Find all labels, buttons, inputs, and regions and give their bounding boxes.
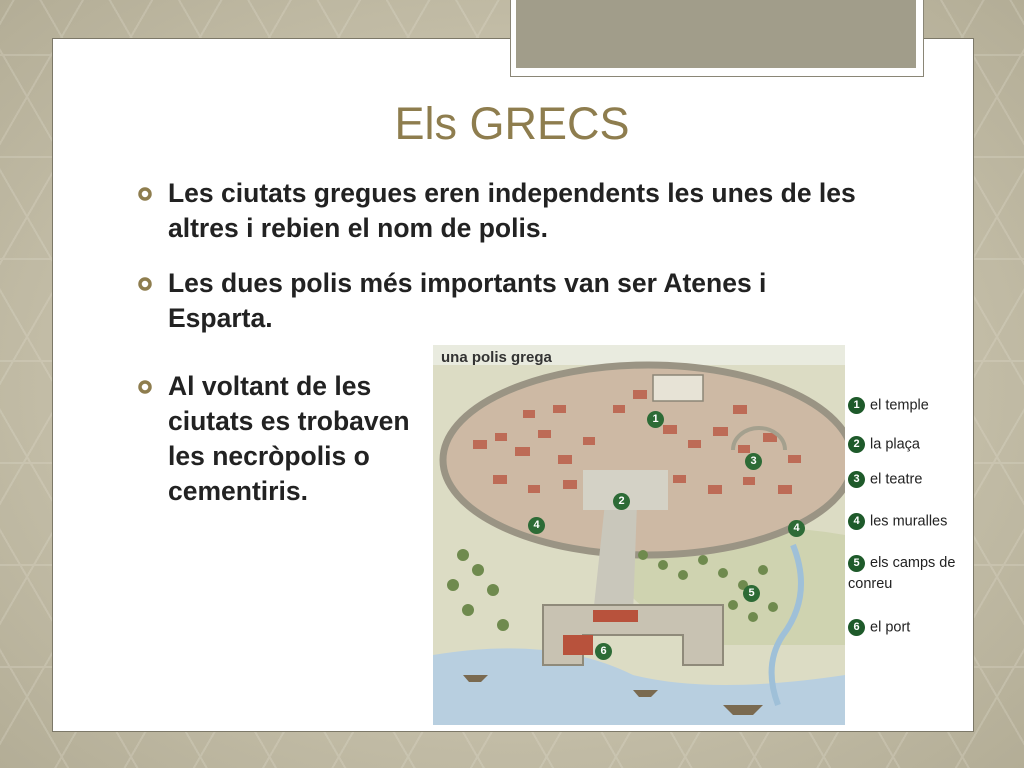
- bullet-item: [138, 176, 878, 246]
- bullet-text: Les ciutats gregues eren independents les unes de les altres i rebien el nom de polis.: [168, 178, 856, 243]
- map-marker: 4: [528, 517, 545, 534]
- bullet-item: [138, 266, 838, 336]
- bullet-ring-icon: [138, 277, 152, 291]
- legend-number: 4: [848, 513, 865, 530]
- slide-title: Els GRECS: [394, 98, 630, 149]
- legend-number: 1: [848, 397, 865, 414]
- bullet-item: [138, 369, 438, 509]
- map-marker: 3: [745, 453, 762, 470]
- legend-item: [848, 471, 922, 488]
- legend-label: els camps de conreu: [848, 555, 956, 593]
- bullet-text: Les dues polis més importants van ser Atenes i Esparta.: [168, 268, 767, 333]
- legend-label: les muralles: [870, 513, 948, 530]
- legend-item: [848, 513, 947, 530]
- map-marker: 5: [743, 585, 760, 602]
- map-marker: 6: [595, 643, 612, 660]
- legend-number: 5: [848, 555, 865, 572]
- bullet-ring-icon: [138, 187, 152, 201]
- legend-number: 3: [848, 471, 865, 488]
- polis-map-drawing: [433, 345, 845, 725]
- legend-number: 6: [848, 619, 865, 636]
- legend-label: el teatre: [870, 471, 923, 488]
- map-marker: 2: [613, 493, 630, 510]
- decorative-tab: [516, 0, 916, 68]
- legend-item: [848, 436, 920, 453]
- polis-illustration: [433, 345, 845, 725]
- legend-item: [848, 397, 929, 414]
- legend-label: el port: [870, 619, 911, 636]
- legend-item: [848, 553, 958, 596]
- bullet-text: Al voltant de les ciutats es trobaven les necròpolis o cementiris.: [168, 371, 410, 506]
- map-marker: 4: [788, 520, 805, 537]
- legend-label: la plaça: [870, 436, 920, 453]
- legend-number: 2: [848, 436, 865, 453]
- map-marker: 1: [647, 411, 664, 428]
- figure-caption: una polis grega: [441, 349, 552, 366]
- bullet-ring-icon: [138, 380, 152, 394]
- legend-item: [848, 619, 910, 636]
- legend-label: el temple: [870, 397, 929, 414]
